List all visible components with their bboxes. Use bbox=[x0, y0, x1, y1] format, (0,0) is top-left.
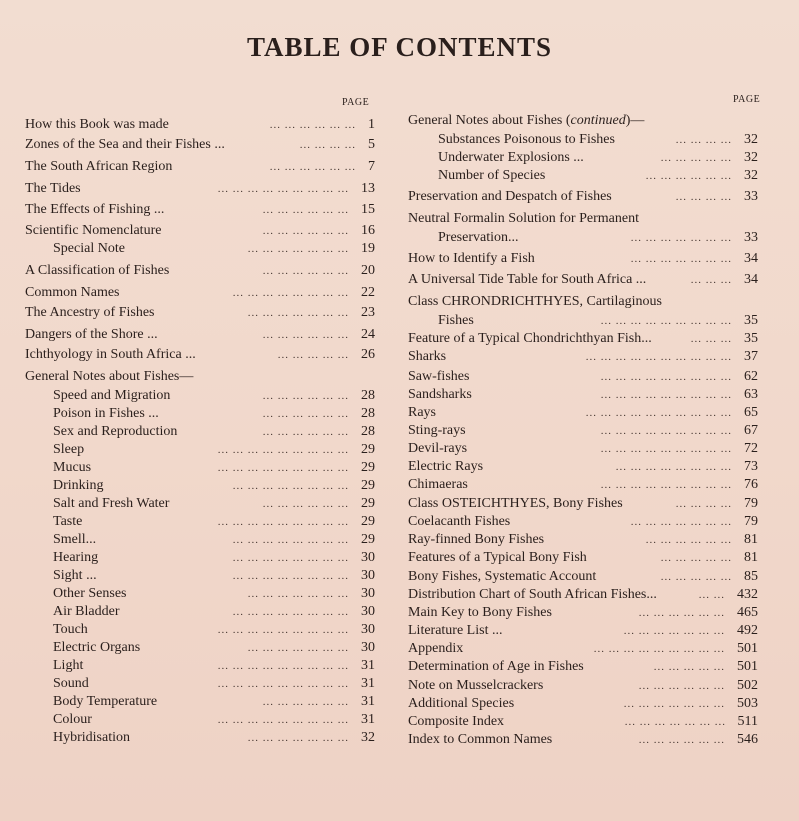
leader-dots: ... ... ... ... ... ... ... bbox=[247, 588, 349, 600]
leader-dots: ... ... ... ... ... ... ... bbox=[630, 253, 732, 265]
leader-dots: ... ... ... ... ... ... ... ... bbox=[232, 287, 349, 299]
toc-entry bbox=[408, 404, 758, 422]
toc-entry bbox=[25, 368, 375, 386]
toc-entry bbox=[25, 180, 375, 198]
leader-dots: ... ... ... ... ... ... ... ... ... bbox=[217, 462, 349, 474]
toc-entry-title: Main Key to Bony Fishes bbox=[408, 605, 552, 620]
toc-entry-title: Sleep bbox=[53, 442, 85, 457]
toc-entry bbox=[408, 386, 758, 404]
toc-entry bbox=[408, 604, 758, 622]
toc-entry-title: Taste bbox=[53, 514, 83, 529]
toc-entry-page: 32 bbox=[744, 132, 758, 147]
toc-entry-title: Special Note bbox=[53, 241, 125, 256]
toc-entry-page: 23 bbox=[361, 305, 375, 320]
leader-dots: ... ... ... ... ... ... ... ... bbox=[615, 461, 732, 473]
toc-entry bbox=[25, 693, 375, 711]
leader-dots: ... ... ... bbox=[690, 333, 732, 345]
leader-dots: ... ... ... ... bbox=[299, 139, 356, 151]
toc-entry bbox=[408, 348, 758, 366]
toc-entry bbox=[25, 441, 375, 459]
toc-entry bbox=[25, 495, 375, 513]
leader-dots: ... ... ... ... ... ... bbox=[262, 390, 349, 402]
leader-dots: ... ... ... ... ... ... ... ... ... bbox=[600, 315, 732, 327]
toc-entry-title: Sandsharks bbox=[408, 387, 472, 402]
toc-entry-page: 79 bbox=[744, 514, 758, 529]
toc-entry-title: Neutral Formalin Solution for Permanent bbox=[408, 211, 639, 226]
toc-entry bbox=[408, 476, 758, 494]
toc-entry-page: 29 bbox=[361, 496, 375, 511]
toc-entry-page: 20 bbox=[361, 263, 375, 278]
toc-entry bbox=[25, 603, 375, 621]
toc-entry-title: Ichthyology in South Africa ... bbox=[25, 347, 196, 362]
toc-entry-page: 30 bbox=[361, 568, 375, 583]
toc-entry-page: 32 bbox=[744, 150, 758, 165]
toc-entry-title: Touch bbox=[53, 622, 88, 637]
leader-dots: ... ... ... ... ... ... ... ... ... ... bbox=[585, 351, 732, 363]
toc-entry-continued: General Notes about Fishes (continued)— bbox=[408, 113, 645, 128]
toc-entry-title: Scientific Nomenclature bbox=[25, 223, 162, 238]
toc-entry-page: 16 bbox=[361, 223, 375, 238]
toc-entry-title: Body Temperature bbox=[53, 694, 158, 709]
toc-entry bbox=[408, 495, 758, 513]
toc-entry-page: 33 bbox=[744, 189, 758, 204]
toc-entry bbox=[408, 149, 758, 167]
leader-dots: ... ... ... ... ... ... ... bbox=[624, 716, 726, 728]
toc-entry-page: 1 bbox=[368, 117, 375, 132]
toc-entry-title: Common Names bbox=[25, 285, 120, 300]
toc-entry-title: Additional Species bbox=[408, 696, 515, 711]
toc-entry-title: Colour bbox=[53, 712, 92, 727]
page-title: TABLE OF CONTENTS bbox=[246, 32, 553, 62]
toc-entry bbox=[25, 240, 375, 258]
toc-entry bbox=[408, 131, 758, 149]
toc-entry bbox=[408, 440, 758, 458]
leader-dots: ... ... ... ... ... ... ... ... ... bbox=[217, 678, 349, 690]
toc-entry bbox=[408, 250, 758, 268]
toc-entry-title: Index to Common Names bbox=[408, 732, 553, 747]
toc-entry-title: Devil-rays bbox=[408, 441, 468, 456]
toc-entry-page: 30 bbox=[361, 640, 375, 655]
toc-entry-title: Dangers of the Shore ... bbox=[25, 327, 158, 342]
toc-entry-title: Hearing bbox=[53, 550, 99, 565]
toc-entry bbox=[25, 201, 375, 219]
toc-entry-title: Air Bladder bbox=[53, 604, 120, 619]
toc-entry-page: 35 bbox=[744, 331, 758, 346]
toc-entry bbox=[25, 675, 375, 693]
toc-entry-page: 32 bbox=[361, 730, 375, 745]
toc-entry-title: Note on Musselcrackers bbox=[408, 678, 544, 693]
toc-entry-page: 32 bbox=[744, 168, 758, 183]
leader-dots: ... ... ... ... ... bbox=[653, 661, 725, 673]
page-column-header: PAGE bbox=[733, 94, 761, 105]
leader-dots: ... ... ... ... bbox=[675, 498, 732, 510]
toc-entry-title: Light bbox=[53, 658, 84, 673]
toc-entry-title: Electric Organs bbox=[53, 640, 141, 655]
leader-dots: ... ... ... ... ... ... ... ... bbox=[232, 480, 349, 492]
toc-entry bbox=[408, 713, 758, 731]
toc-entry-page: 5 bbox=[368, 137, 375, 152]
toc-entry bbox=[408, 188, 758, 206]
leader-dots: ... ... ... ... ... bbox=[660, 152, 732, 164]
toc-entry bbox=[408, 368, 758, 386]
toc-entry bbox=[25, 477, 375, 495]
toc-entry-title: Chimaeras bbox=[408, 477, 468, 492]
toc-entry-page: 15 bbox=[361, 202, 375, 217]
leader-dots: ... ... ... ... ... ... ... ... ... bbox=[600, 443, 732, 455]
toc-entry-title: How to Identify a Fish bbox=[408, 251, 535, 266]
toc-entry-title: Drinking bbox=[53, 478, 104, 493]
leader-dots: ... ... ... ... ... ... ... bbox=[247, 732, 349, 744]
toc-entry-title: Speed and Migration bbox=[53, 388, 171, 403]
toc-entry-page: 31 bbox=[361, 676, 375, 691]
toc-entry-page: 30 bbox=[361, 604, 375, 619]
toc-entry-page: 502 bbox=[737, 678, 758, 693]
toc-entry bbox=[408, 271, 758, 289]
toc-entry-title: A Classification of Fishes bbox=[25, 263, 170, 278]
toc-entry bbox=[25, 387, 375, 405]
toc-entry-page: 33 bbox=[744, 230, 758, 245]
toc-entry bbox=[25, 284, 375, 302]
toc-entry bbox=[408, 330, 758, 348]
leader-dots: ... ... ... ... ... ... ... ... bbox=[232, 570, 349, 582]
toc-entry bbox=[25, 621, 375, 639]
toc-entry-page: 34 bbox=[744, 272, 758, 287]
toc-entry bbox=[408, 695, 758, 713]
toc-entry-page: 81 bbox=[744, 532, 758, 547]
toc-entry-page: 65 bbox=[744, 405, 758, 420]
toc-entry bbox=[408, 677, 758, 695]
leader-dots: ... ... ... ... ... ... bbox=[638, 607, 725, 619]
toc-entry-page: 26 bbox=[361, 347, 375, 362]
toc-entry-title: Preservation and Despatch of Fishes bbox=[408, 189, 612, 204]
toc-entry-page: 62 bbox=[744, 369, 758, 384]
toc-entry bbox=[408, 312, 758, 330]
leader-dots: ... ... ... ... ... ... bbox=[269, 161, 356, 173]
toc-entry-title: Feature of a Typical Chondrichthyan Fish... bbox=[408, 331, 652, 346]
toc-entry-page: 31 bbox=[361, 694, 375, 709]
toc-entry-page: 546 bbox=[737, 732, 758, 747]
toc-entry-page: 29 bbox=[361, 514, 375, 529]
leader-dots: ... ... ... ... bbox=[675, 134, 732, 146]
toc-entry bbox=[25, 711, 375, 729]
leader-dots: ... ... ... ... ... ... bbox=[262, 204, 349, 216]
toc-entry-title: How this Book was made bbox=[25, 117, 169, 132]
toc-entry-page: 29 bbox=[361, 532, 375, 547]
toc-entry bbox=[25, 116, 375, 134]
leader-dots: ... ... ... ... ... ... bbox=[262, 225, 349, 237]
toc-entry-page: 30 bbox=[361, 550, 375, 565]
toc-entry bbox=[408, 568, 758, 586]
toc-entry-title: The South African Region bbox=[25, 159, 173, 174]
leader-dots: ... ... ... ... ... ... ... ... bbox=[232, 606, 349, 618]
toc-entry-page: 37 bbox=[744, 349, 758, 364]
toc-entry bbox=[408, 293, 758, 311]
toc-entry bbox=[408, 458, 758, 476]
toc-entry bbox=[408, 531, 758, 549]
leader-dots: ... ... bbox=[698, 589, 725, 601]
leader-dots: ... ... ... ... ... ... ... ... ... bbox=[593, 643, 725, 655]
toc-entry-title: Sight ... bbox=[53, 568, 97, 583]
leader-dots: ... ... ... ... ... ... bbox=[262, 498, 349, 510]
toc-entry bbox=[408, 549, 758, 567]
leader-dots: ... ... ... ... ... ... bbox=[262, 426, 349, 438]
toc-entry-title: Mucus bbox=[53, 460, 92, 475]
toc-entry bbox=[408, 622, 758, 640]
toc-entry-title: Determination of Age in Fishes bbox=[408, 659, 584, 674]
toc-entry bbox=[25, 222, 375, 240]
leader-dots: ... ... ... ... ... ... ... ... ... bbox=[217, 183, 349, 195]
leader-dots: ... ... ... ... ... bbox=[277, 349, 349, 361]
toc-entry-page: 79 bbox=[744, 496, 758, 511]
toc-entry-title: A Universal Tide Table for South Africa ... bbox=[408, 272, 647, 287]
toc-entry-page: 72 bbox=[744, 441, 758, 456]
toc-entry bbox=[408, 586, 758, 604]
toc-entry-page: 31 bbox=[361, 658, 375, 673]
toc-entry bbox=[25, 585, 375, 603]
toc-entry-page: 73 bbox=[744, 459, 758, 474]
toc-entry-title: Sex and Reproduction bbox=[53, 424, 178, 439]
toc-entry bbox=[25, 531, 375, 549]
toc-entry bbox=[25, 459, 375, 477]
toc-entry-title: Class OSTEICHTHYES, Bony Fishes bbox=[408, 496, 623, 511]
toc-entry-page: 13 bbox=[361, 181, 375, 196]
toc-entry-title: Distribution Chart of South African Fishes... bbox=[408, 587, 657, 602]
toc-entry-title: Zones of the Sea and their Fishes ... bbox=[25, 137, 225, 152]
leader-dots: ... ... ... ... ... ... bbox=[645, 170, 732, 182]
leader-dots: ... ... ... ... ... ... bbox=[262, 329, 349, 341]
toc-entry bbox=[25, 639, 375, 657]
toc-entry-title: Substances Poisonous to Fishes bbox=[438, 132, 615, 147]
toc-entry-title: Literature List ... bbox=[408, 623, 503, 638]
toc-entry-title: Fishes bbox=[438, 313, 474, 328]
toc-entry bbox=[408, 658, 758, 676]
toc-entry-title: Composite Index bbox=[408, 714, 505, 729]
leader-dots: ... ... ... ... ... ... ... ... bbox=[232, 534, 349, 546]
toc-entry-page: 28 bbox=[361, 424, 375, 439]
toc-entry-title: Sting-rays bbox=[408, 423, 466, 438]
toc-entry-page: 29 bbox=[361, 478, 375, 493]
leader-dots: ... ... ... ... ... ... ... ... ... bbox=[217, 714, 349, 726]
toc-entry-title: Coelacanth Fishes bbox=[408, 514, 511, 529]
leader-dots: ... ... ... ... ... ... ... ... ... bbox=[217, 624, 349, 636]
toc-entry bbox=[25, 158, 375, 176]
toc-entry-page: 511 bbox=[737, 714, 758, 729]
toc-entry bbox=[25, 304, 375, 322]
toc-entry bbox=[408, 229, 758, 247]
toc-entry-title: Salt and Fresh Water bbox=[53, 496, 170, 511]
leader-dots: ... ... ... ... ... ... ... ... ... ... bbox=[585, 407, 732, 419]
leader-dots: ... ... ... ... ... ... ... bbox=[630, 232, 732, 244]
toc-entry bbox=[25, 549, 375, 567]
leader-dots: ... ... ... ... ... ... bbox=[269, 119, 356, 131]
toc-entry-title: Preservation... bbox=[438, 230, 519, 245]
leader-dots: ... ... ... ... ... ... ... ... ... bbox=[217, 444, 349, 456]
toc-entry-title: Appendix bbox=[408, 641, 464, 656]
toc-entry-page: 31 bbox=[361, 712, 375, 727]
toc-entry-title: Class CHRONDRICHTHYES, Cartilaginous bbox=[408, 294, 662, 309]
leader-dots: ... ... ... ... ... ... bbox=[262, 265, 349, 277]
toc-entry-page: 29 bbox=[361, 442, 375, 457]
leader-dots: ... ... ... ... ... ... ... ... bbox=[232, 552, 349, 564]
toc-entry bbox=[25, 346, 375, 364]
page-column-header: PAGE bbox=[342, 97, 370, 108]
toc-entry bbox=[408, 167, 758, 185]
toc-entry-page: 432 bbox=[737, 587, 758, 602]
toc-entry-page: 35 bbox=[744, 313, 758, 328]
toc-entry bbox=[25, 136, 375, 154]
toc-entry-title: Ray-finned Bony Fishes bbox=[408, 532, 545, 547]
leader-dots: ... ... ... ... ... ... ... ... ... bbox=[600, 371, 732, 383]
toc-entry-title: Other Senses bbox=[53, 586, 127, 601]
toc-entry bbox=[408, 640, 758, 658]
leader-dots: ... ... ... ... ... ... ... bbox=[247, 642, 349, 654]
toc-entry bbox=[25, 405, 375, 423]
leader-dots: ... ... ... ... ... ... ... bbox=[623, 698, 725, 710]
leader-dots: ... ... ... ... ... ... ... ... ... bbox=[600, 389, 732, 401]
toc-entry bbox=[25, 729, 375, 747]
toc-entry-title: The Ancestry of Fishes bbox=[25, 305, 155, 320]
leader-dots: ... ... ... ... ... ... bbox=[638, 680, 725, 692]
toc-entry bbox=[25, 326, 375, 344]
toc-entry bbox=[25, 513, 375, 531]
toc-entry-title: The Tides bbox=[25, 181, 81, 196]
toc-entry-page: 7 bbox=[368, 159, 375, 174]
toc-entry-page: 19 bbox=[361, 241, 375, 256]
leader-dots: ... ... ... ... ... bbox=[660, 552, 732, 564]
toc-entry bbox=[25, 423, 375, 441]
toc-entry-title: Features of a Typical Bony Fish bbox=[408, 550, 587, 565]
leader-dots: ... ... ... ... ... ... ... ... ... bbox=[600, 479, 732, 491]
toc-entry-title: Smell... bbox=[53, 532, 97, 547]
toc-entry-page: 76 bbox=[744, 477, 758, 492]
toc-entry-page: 501 bbox=[737, 659, 758, 674]
toc-entry bbox=[25, 657, 375, 675]
toc-entry-title: Sound bbox=[53, 676, 89, 691]
leader-dots: ... ... ... ... ... ... bbox=[638, 734, 725, 746]
toc-entry bbox=[25, 262, 375, 280]
leader-dots: ... ... ... ... ... ... ... ... ... bbox=[217, 516, 349, 528]
toc-entry-page: 28 bbox=[361, 388, 375, 403]
leader-dots: ... ... ... ... bbox=[675, 191, 732, 203]
toc-entry-page: 67 bbox=[744, 423, 758, 438]
toc-entry-title: Rays bbox=[408, 405, 436, 420]
toc-entry-title: Saw-fishes bbox=[408, 369, 470, 384]
toc-entry-title: Hybridisation bbox=[53, 730, 130, 745]
toc-entry-title: Sharks bbox=[408, 349, 447, 364]
toc-entry-page: 34 bbox=[744, 251, 758, 266]
toc-entry-page: 63 bbox=[744, 387, 758, 402]
toc-entry-title: Poison in Fishes ... bbox=[53, 406, 159, 421]
toc-entry-page: 501 bbox=[737, 641, 758, 656]
toc-entry-page: 22 bbox=[361, 285, 375, 300]
toc-entry-title: Electric Rays bbox=[408, 459, 484, 474]
toc-entry-title: Underwater Explosions ... bbox=[438, 150, 584, 165]
toc-entry-page: 503 bbox=[737, 696, 758, 711]
toc-entry bbox=[408, 513, 758, 531]
toc-entry bbox=[25, 567, 375, 585]
leader-dots: ... ... ... bbox=[690, 274, 732, 286]
toc-entry-page: 29 bbox=[361, 460, 375, 475]
leader-dots: ... ... ... ... ... ... bbox=[645, 534, 732, 546]
toc-entry-page: 492 bbox=[737, 623, 758, 638]
toc-entry-page: 24 bbox=[361, 327, 375, 342]
toc-entry-page: 465 bbox=[737, 605, 758, 620]
toc-entry-page: 28 bbox=[361, 406, 375, 421]
toc-entry-page: 30 bbox=[361, 622, 375, 637]
toc-entry-title: Bony Fishes, Systematic Account bbox=[408, 569, 597, 584]
leader-dots: ... ... ... ... ... ... ... bbox=[623, 625, 725, 637]
toc-entry bbox=[408, 210, 758, 228]
leader-dots: ... ... ... ... ... bbox=[660, 571, 732, 583]
toc-entry-page: 81 bbox=[744, 550, 758, 565]
toc-entry-page: 30 bbox=[361, 586, 375, 601]
toc-entry bbox=[408, 731, 758, 749]
leader-dots: ... ... ... ... ... ... bbox=[262, 408, 349, 420]
toc-entry-title: General Notes about Fishes— bbox=[25, 369, 194, 384]
leader-dots: ... ... ... ... ... ... ... ... ... bbox=[600, 425, 732, 437]
leader-dots: ... ... ... ... ... ... ... bbox=[247, 243, 349, 255]
toc-entry-title: Number of Species bbox=[438, 168, 546, 183]
toc-entry-title: The Effects of Fishing ... bbox=[25, 202, 165, 217]
toc-entry bbox=[408, 422, 758, 440]
leader-dots: ... ... ... ... ... ... ... ... ... bbox=[217, 660, 349, 672]
toc-entry-page: 85 bbox=[744, 569, 758, 584]
leader-dots: ... ... ... ... ... ... bbox=[262, 696, 349, 708]
leader-dots: ... ... ... ... ... ... ... bbox=[630, 516, 732, 528]
leader-dots: ... ... ... ... ... ... ... bbox=[247, 307, 349, 319]
